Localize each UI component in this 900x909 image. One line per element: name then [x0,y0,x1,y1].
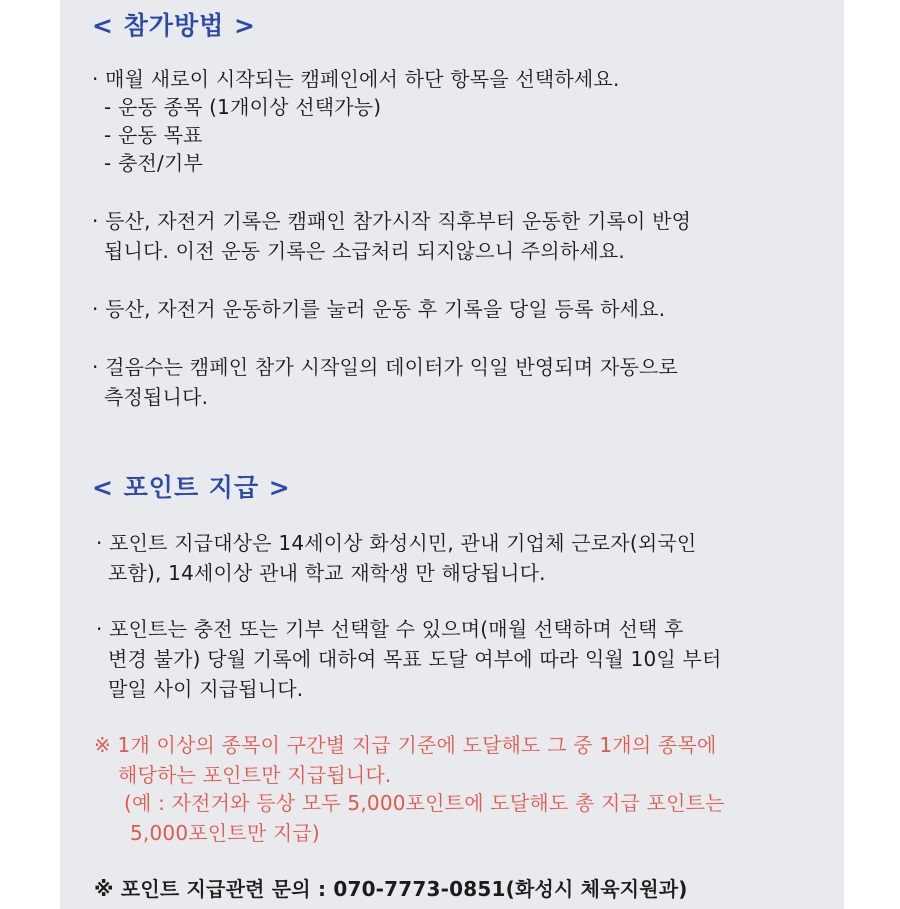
participation-title: < 참가방법 > [92,11,256,40]
participation-bullet-4: · 걸음수는 캠페인 참가 시작일의 데이터가 익일 반영되며 자동으로 [92,355,679,379]
points-bullet-2-cont: 변경 불가) 당월 기록에 대하여 목표 도달 여부에 따라 익월 10일 부터 [108,647,722,671]
info-panel [60,0,844,909]
participation-bullet-3: · 등산, 자전거 운동하기를 눌러 운동 후 기록을 당일 등록 하세요. [92,297,666,321]
notice-example-line: (예 : 자전거와 등상 모두 5,000포인트에 도달해도 총 지급 포인트는 [124,791,725,815]
points-bullet-2: · 포인트는 충전 또는 기부 선택할 수 있으며(매월 선택하며 선택 후 [96,617,684,641]
participation-bullet-2: · 등산, 자전거 기록은 캠패인 참가시작 직후부터 운동한 기록이 반영 [92,209,692,233]
notice-line: 해당하는 포인트만 지급됩니다. [118,763,392,787]
participation-bullet-1: · 매월 새로이 시작되는 캠페인에서 하단 항목을 선택하세요. [92,67,620,91]
points-bullet-2-cont: 말일 사이 지급됩니다. [108,677,304,701]
participation-sub-item: - 운동 종목 (1개이상 선택가능) [104,95,382,119]
participation-bullet-4-cont: 측정됩니다. [104,385,209,409]
points-bullet-1: · 포인트 지급대상은 14세이상 화성시민, 관내 기업체 근로자(외국인 [96,531,697,555]
participation-sub-item: - 충전/기부 [104,151,203,175]
notice-line: ※ 1개 이상의 종목이 구간별 지급 기준에 도달해도 그 중 1개의 종목에 [94,733,717,757]
participation-sub-item: - 운동 목표 [104,123,203,147]
notice-example-line: 5,000포인트만 지급) [130,821,320,845]
points-title: < 포인트 지급 > [92,473,291,502]
participation-bullet-2-cont: 됩니다. 이전 운동 기록은 소급처리 되지않으니 주의하세요. [104,239,625,263]
contact-info: ※ 포인트 지급관련 문의 : 070-7773-0851(화성시 체육지원과) [94,877,688,901]
points-bullet-1-cont: 포함), 14세이상 관내 학교 재학생 만 해당됩니다. [108,561,546,585]
